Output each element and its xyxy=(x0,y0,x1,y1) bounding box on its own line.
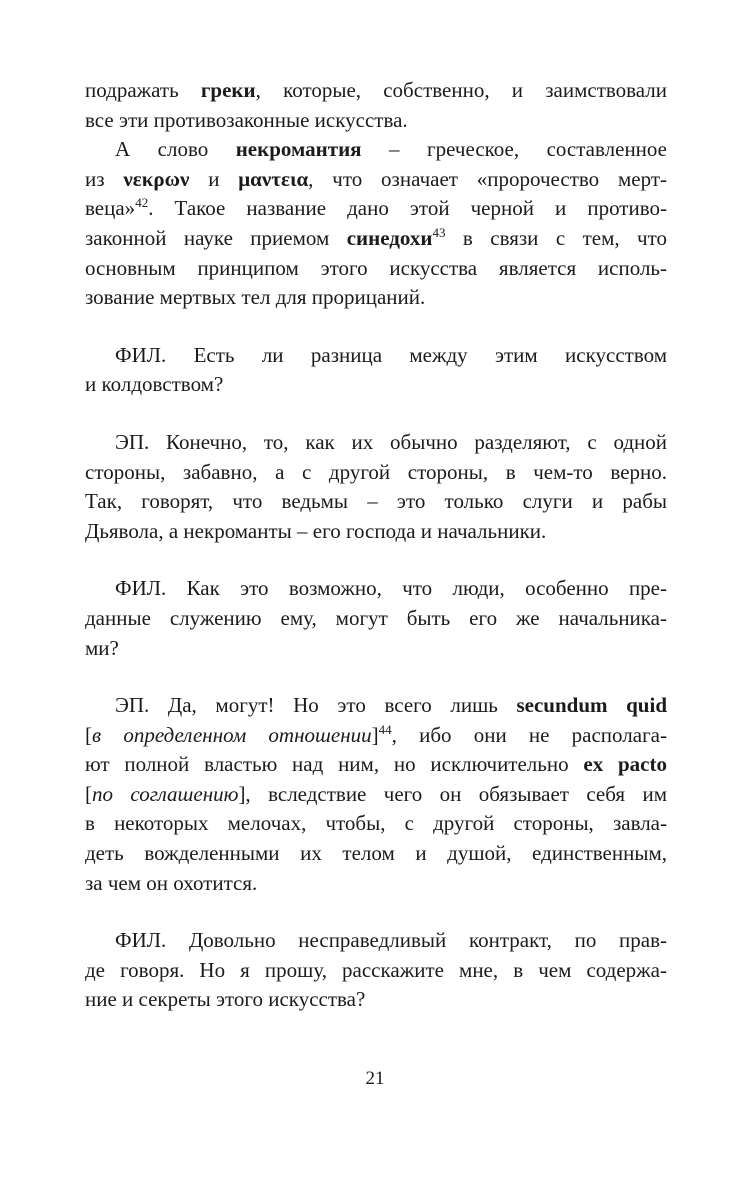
text-run: νεκρων xyxy=(123,166,190,191)
text-run: [ xyxy=(85,781,92,806)
text-run: [ xyxy=(85,722,92,747)
text-run: Дьявола, а некроманты – его господа и начальники. xyxy=(85,518,547,543)
text-line xyxy=(85,283,667,313)
text-line xyxy=(85,428,667,458)
text-run: синедохи xyxy=(346,225,433,250)
text-line xyxy=(85,869,667,899)
text-line xyxy=(85,194,667,224)
text-run: некромантия xyxy=(235,137,362,162)
text-line xyxy=(85,574,667,604)
text-line xyxy=(85,809,667,839)
text-run: ние и секреты этого искусства? xyxy=(85,987,366,1012)
text-line xyxy=(85,721,667,751)
text-line xyxy=(85,634,667,664)
text-run: в связи с тем, что xyxy=(445,225,668,250)
text-run: ют полной властью над ним, но исключительно xyxy=(85,752,584,777)
text-run: ЭП. Конечно, то, как их обычно разделяют, с одной xyxy=(115,429,667,454)
text-line xyxy=(85,135,667,165)
text-run: веца» xyxy=(85,196,136,221)
text-run: из xyxy=(85,166,124,191)
paragraph xyxy=(85,926,667,1015)
text-line xyxy=(85,76,667,106)
text-run: , которые, собственно, и заимствовали xyxy=(255,78,667,102)
text-run: μαντεια xyxy=(238,166,309,191)
text-run: стороны, забавно, а с другой стороны, в чем-то верно. xyxy=(85,459,667,484)
paragraph xyxy=(85,341,667,400)
text-run: ФИЛ. Довольно несправедливый контракт, по прав- xyxy=(115,928,667,953)
footnote-ref: 44 xyxy=(378,721,392,737)
text-run: – греческое, составленное xyxy=(361,137,667,162)
text-run: ми? xyxy=(85,635,119,660)
text-run: за чем он охотится. xyxy=(85,870,258,895)
paragraph xyxy=(85,76,667,135)
paragraph xyxy=(85,574,667,663)
page-number: 21 xyxy=(365,1068,385,1089)
text-line xyxy=(85,341,667,371)
text-run: ], вследствие чего он обязывает себя им xyxy=(238,781,667,806)
text-run: подражать xyxy=(85,78,201,102)
text-run: ex pacto xyxy=(583,752,667,777)
text-run: законной науке приемом xyxy=(85,225,347,250)
text-line xyxy=(85,780,667,810)
text-line xyxy=(85,165,667,195)
text-run: в некоторых мелочах, чтобы, с другой стороны, завла- xyxy=(85,811,667,836)
text-run: зование мертвых тел для прорицаний. xyxy=(85,285,426,310)
text-run: основным принципом этого искусства является исполь- xyxy=(85,255,667,280)
text-run: в определенном отношении xyxy=(92,722,372,747)
text-line xyxy=(85,487,667,517)
text-run: , ибо они не располага- xyxy=(391,722,667,747)
text-line xyxy=(85,604,667,634)
paragraph xyxy=(85,428,667,546)
text-run: ] xyxy=(371,722,379,747)
footnote-ref: 42 xyxy=(135,195,149,211)
text-run: все эти противозаконные искусства. xyxy=(85,107,408,132)
text-run: греки xyxy=(200,78,256,102)
text-line xyxy=(85,839,667,869)
text-run: де говоря. Но я прошу, расскажите мне, в чем содержа- xyxy=(85,957,667,982)
text-line xyxy=(85,224,667,254)
text-run: , что означает «пророчество мерт- xyxy=(308,166,667,191)
text-run: деть вожделенными их телом и душой, единственным, xyxy=(85,841,667,866)
text-line xyxy=(85,370,667,400)
text-run: ФИЛ. Есть ли разница между этим искусством xyxy=(115,342,667,367)
text-run: . Такое название дано этой черной и противо- xyxy=(148,196,667,221)
footnote-ref: 43 xyxy=(432,224,446,240)
text-run: Так, говорят, что ведьмы – это только слуги и рабы xyxy=(85,489,667,514)
text-run: данные служению ему, могут быть его же начальника- xyxy=(85,605,667,630)
text-line xyxy=(85,254,667,284)
text-line xyxy=(85,956,667,986)
text-line xyxy=(85,926,667,956)
text-block xyxy=(85,76,667,1015)
text-line xyxy=(85,517,667,547)
text-run: ФИЛ. Как это возможно, что люди, особенно пре- xyxy=(115,576,667,601)
text-line xyxy=(85,750,667,780)
text-run: и колдовством? xyxy=(85,372,224,397)
text-run: и xyxy=(189,166,239,191)
paragraph xyxy=(85,135,667,313)
paragraph xyxy=(85,691,667,898)
text-run: secundum quid xyxy=(516,693,667,718)
text-run: по соглашению xyxy=(92,781,239,806)
text-line xyxy=(85,985,667,1015)
text-run: А слово xyxy=(115,137,236,162)
text-run: ЭП. Да, могут! Но это всего лишь xyxy=(115,693,517,718)
text-line xyxy=(85,691,667,721)
text-line xyxy=(85,458,667,488)
text-line xyxy=(85,106,667,136)
